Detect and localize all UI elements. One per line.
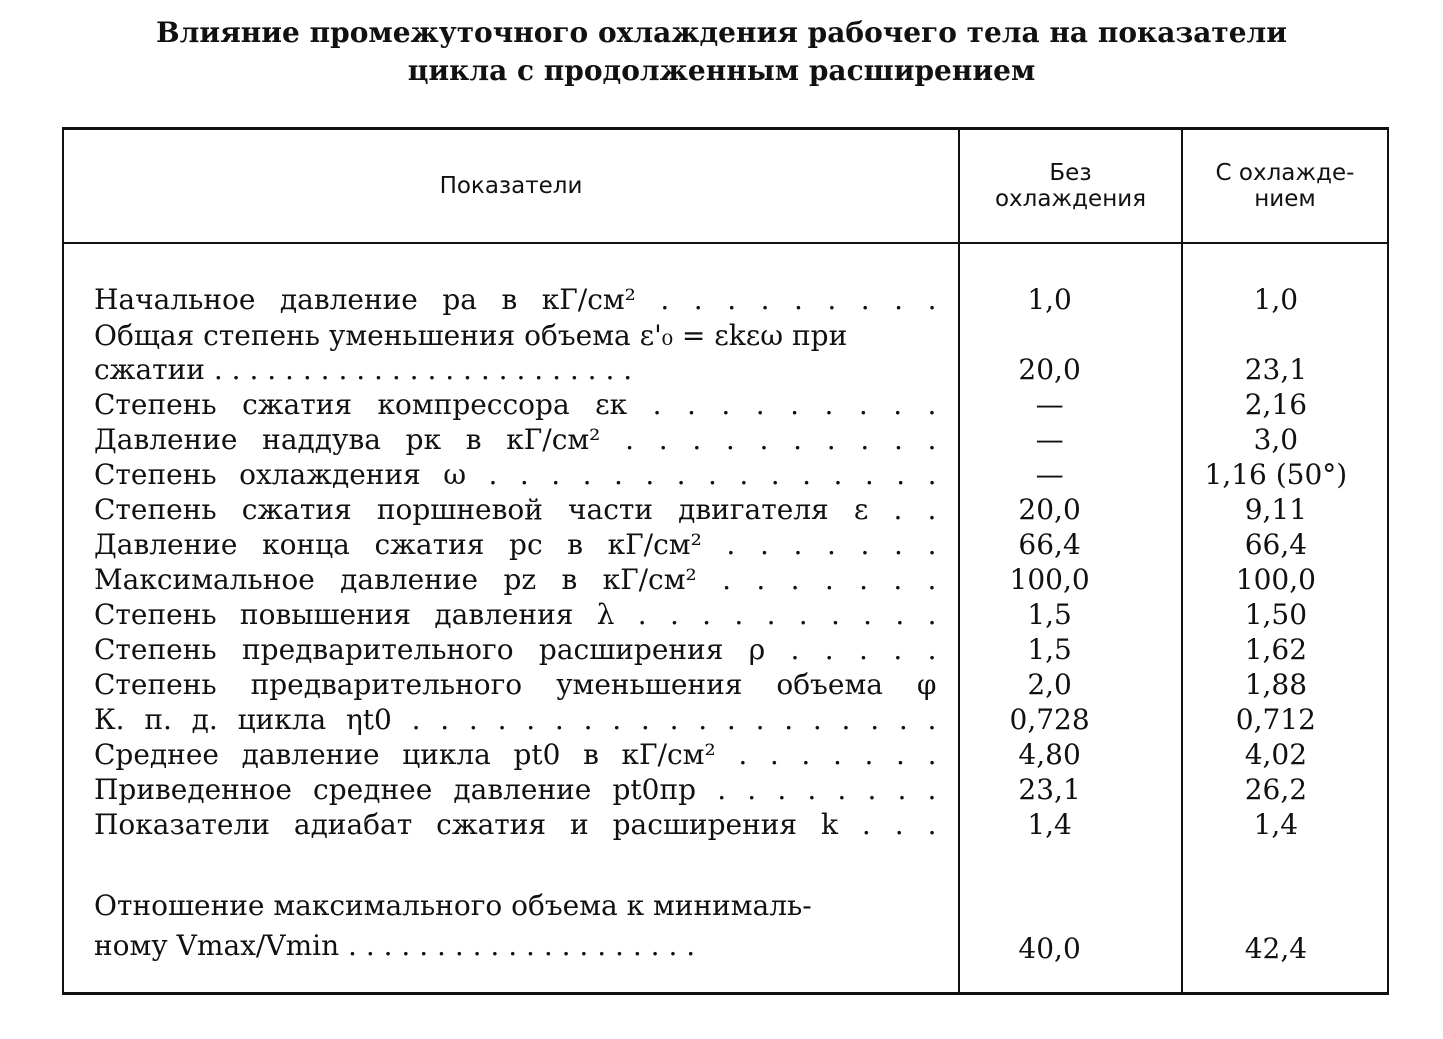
- value-with-cooling: 1,88: [1244, 668, 1308, 701]
- table-row: [94, 562, 1384, 597]
- value-no-cooling: 0,728: [1009, 703, 1090, 736]
- value-no-cooling: 66,4: [1018, 528, 1081, 561]
- value-with-cooling: 26,2: [1244, 773, 1308, 806]
- row-label: Среднее давление цикла pt0 в кГ/см² . . . . . . .: [94, 738, 937, 771]
- table-row: [94, 282, 1384, 317]
- value-with-cooling: 9,11: [1244, 493, 1308, 526]
- row-label: Степень охлаждения ω . . . . . . . . . . . . . . .: [94, 458, 937, 491]
- header-no-cooling: Без охлаждения: [994, 160, 1147, 212]
- value-no-cooling: 1,5: [1027, 633, 1072, 666]
- value-with-cooling: 2,16: [1244, 388, 1308, 421]
- row-label: Степень предварительного расширения ρ . . . . .: [94, 633, 937, 666]
- row-label: Степень сжатия поршневой части двигателя ε . .: [94, 493, 937, 526]
- value-with-cooling: 3,0: [1253, 423, 1299, 456]
- value-no-cooling: 2,0: [1027, 668, 1072, 701]
- row-label: Показатели адиабат сжатия и расширения k . . .: [94, 808, 937, 841]
- value-no-cooling: 1,0: [1027, 283, 1072, 316]
- value-no-cooling: —: [1035, 423, 1064, 456]
- table-row: [94, 387, 1384, 422]
- value-no-cooling: 1,5: [1027, 598, 1072, 631]
- header-indicators: Показатели: [439, 173, 583, 199]
- table-row: [94, 772, 1384, 807]
- table-row: [94, 317, 1384, 387]
- row-label: К. п. д. цикла ηt0 . . . . . . . . . . . . . . . . . . .: [94, 703, 937, 736]
- table-row: [94, 842, 1384, 966]
- table-row: [94, 422, 1384, 457]
- value-with-cooling: 100,0: [1235, 563, 1316, 596]
- value-no-cooling: —: [1035, 388, 1064, 421]
- header-divider: [64, 242, 1387, 244]
- table-row: [94, 807, 1384, 842]
- table-row: [94, 597, 1384, 632]
- table-row: [94, 667, 1384, 702]
- value-no-cooling: —: [1035, 458, 1064, 491]
- row-label: Общая степень уменьшения объема ε'₀ = εkεω при сжатии . . . . . . . . . . . . . . . . . . . . . . . .: [94, 319, 848, 386]
- table-title: [0, 14, 1443, 90]
- row-label: Максимальное давление pz в кГ/см² . . . . . . .: [94, 563, 937, 596]
- value-with-cooling: 0,712: [1235, 703, 1316, 736]
- table-row: [94, 702, 1384, 737]
- value-no-cooling: 100,0: [1009, 563, 1090, 596]
- value-no-cooling: 20,0: [1018, 353, 1081, 386]
- row-label: Степень повышения давления λ . . . . . . . . . .: [94, 598, 937, 631]
- value-with-cooling: 1,62: [1244, 633, 1308, 666]
- value-with-cooling: 66,4: [1244, 528, 1308, 561]
- data-table: [62, 127, 1389, 995]
- value-with-cooling: 42,4: [1244, 932, 1308, 965]
- row-label: Отношение максимального объема к минималь- ному Vmax/Vmin . . . . . . . . . . . . . . . . . . . .: [94, 889, 812, 962]
- value-with-cooling: 1,4: [1253, 808, 1299, 841]
- table-row: [94, 492, 1384, 527]
- row-label: Степень предварительного уменьшения объема φ: [94, 668, 937, 701]
- value-with-cooling: 4,02: [1244, 738, 1308, 771]
- value-with-cooling: 23,1: [1244, 353, 1308, 386]
- table-row: [94, 632, 1384, 667]
- row-label: Давление наддува pк в кГ/см² . . . . . . . . . .: [94, 423, 937, 456]
- row-label: Начальное давление pa в кГ/см² . . . . . . . . .: [94, 283, 937, 316]
- value-no-cooling: 20,0: [1018, 493, 1081, 526]
- value-with-cooling: 1,50: [1244, 598, 1308, 631]
- value-no-cooling: 4,80: [1018, 738, 1081, 771]
- row-label: Степень сжатия компрессора εк . . . . . . . . .: [94, 388, 937, 421]
- row-label: Давление конца сжатия pc в кГ/см² . . . . . . .: [94, 528, 937, 561]
- title-line-2: цикла с продолженным расширением: [407, 54, 1036, 87]
- value-with-cooling: 1,16 (50°): [1204, 458, 1348, 491]
- value-no-cooling: 40,0: [1018, 932, 1081, 965]
- table-row: [94, 737, 1384, 772]
- row-label: Приведенное среднее давление pt0пр . . . . . . . .: [94, 773, 937, 806]
- header-with-cooling: С охлажде- нием: [1215, 160, 1355, 212]
- table-body: [94, 282, 1384, 966]
- value-with-cooling: 1,0: [1253, 283, 1299, 316]
- table-row: [94, 527, 1384, 562]
- value-no-cooling: 23,1: [1018, 773, 1081, 806]
- value-no-cooling: 1,4: [1027, 808, 1072, 841]
- table-row: [94, 457, 1384, 492]
- title-line-1: Влияние промежуточного охлаждения рабочего тела на показатели: [155, 16, 1288, 49]
